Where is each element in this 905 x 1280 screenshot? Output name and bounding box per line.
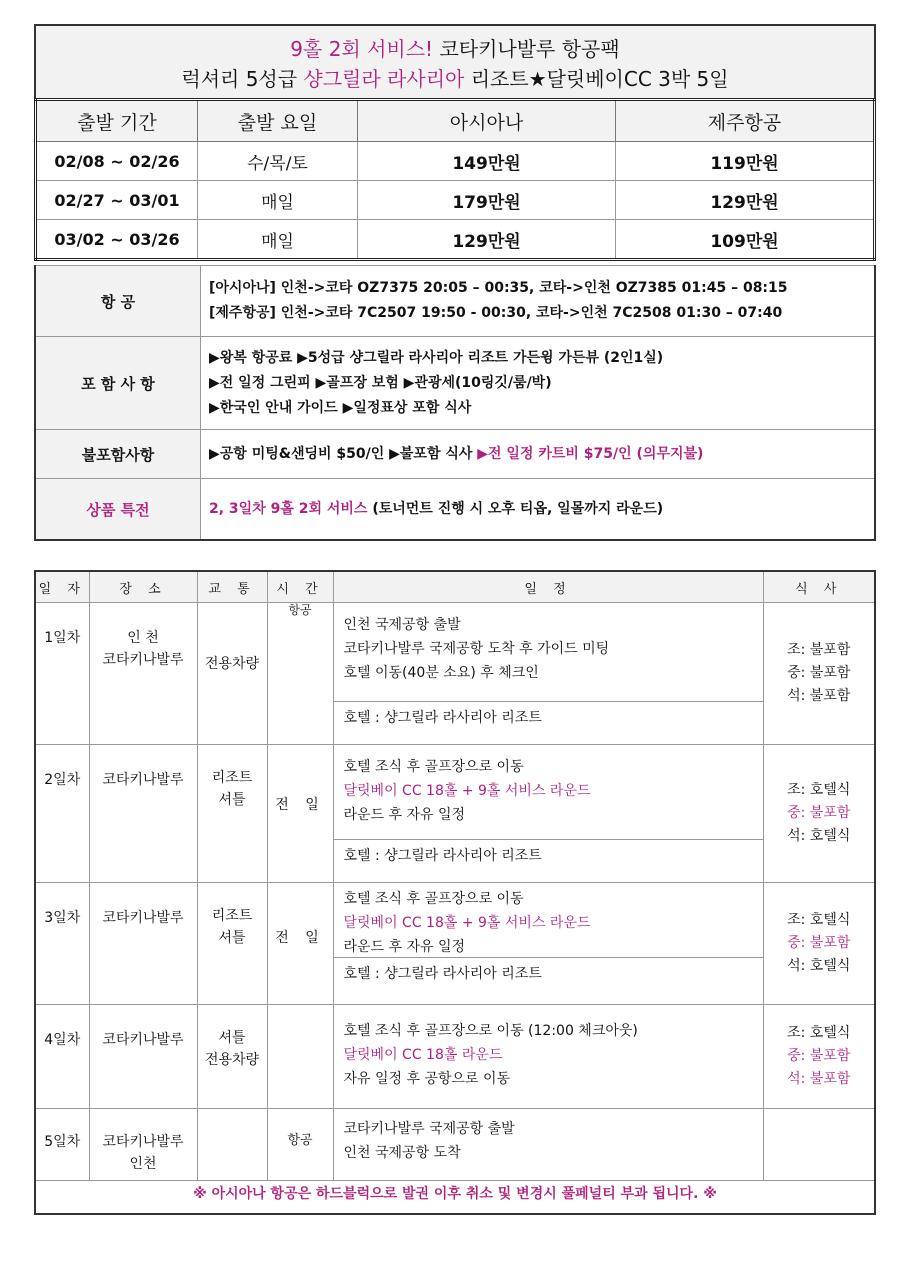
departure-period: 02/08 ~ 02/26 — [36, 142, 198, 181]
include-label: 포 함 사 항 — [35, 337, 201, 430]
price-header: 출발 요일 — [198, 100, 358, 142]
place-cell: 코타키나발루 — [89, 745, 197, 883]
special-label: 상품 특전 — [35, 479, 201, 541]
time-cell: 항공 — [267, 1109, 333, 1181]
day-label: 5일차 — [35, 1109, 89, 1181]
title-highlight: 9홀 2회 서비스! — [290, 37, 434, 61]
title-banner — [34, 24, 876, 98]
departure-days: 매일 — [198, 220, 358, 260]
itinerary-row — [35, 1005, 875, 1109]
asiana-price: 179만원 — [358, 181, 616, 220]
plan-cell: 호텔 조식 후 골프장으로 이동 (12:00 체크아웃) 달릿베이 CC 18홀 라운드 자유 일정 후 공항으로 이동 — [333, 1005, 763, 1109]
hotel-info: 호텔 : 샹그릴라 라사리아 리조트 — [334, 701, 763, 734]
special-details: 2, 3일차 9홀 2회 서비스 (토너먼트 진행 시 오후 티옵, 일몰까지 라운드) — [201, 479, 876, 541]
day-label: 4일차 — [35, 1005, 89, 1109]
transport-cell: 리조트 셔틀 — [197, 883, 267, 1005]
plan-cell: 호텔 조식 후 골프장으로 이동 달릿베이 CC 18홀 + 9홀 서비스 라운드 라운드 후 자유 일정 호텔 : 샹그릴라 라사리아 리조트 — [333, 883, 763, 1005]
col-header: 식 사 — [763, 571, 875, 603]
time-cell: 항공 — [267, 603, 333, 745]
itinerary-row — [35, 1109, 875, 1181]
jeju-price: 109만원 — [616, 220, 875, 260]
meal-cell — [763, 1109, 875, 1181]
itinerary-row — [35, 883, 875, 1005]
day-label: 2일차 — [35, 745, 89, 883]
plan-cell: 호텔 조식 후 골프장으로 이동 달릿베이 CC 18홀 + 9홀 서비스 라운드 라운드 후 자유 일정 호텔 : 샹그릴라 라사리아 리조트 — [333, 745, 763, 883]
place-cell: 인 천 코타키나발루 — [89, 603, 197, 745]
meal-cell: 조: 호텔식 중: 불포함 석: 호텔식 — [763, 883, 875, 1005]
price-header: 아시아나 — [358, 100, 616, 142]
include-row — [35, 337, 875, 430]
col-header: 장 소 — [89, 571, 197, 603]
price-row — [36, 181, 875, 220]
flight-details: [아시아나] 인천->코타 OZ7375 20:05 – 00:35, 코타->인천 OZ7385 01:45 – 08:15 [제주항공] 인천->코타 7C2507 19:50 - 00:30, 코타->인천 7C2508 01:30 – 07:40 — [201, 266, 876, 337]
transport-cell — [197, 1109, 267, 1181]
footer-row — [35, 1181, 875, 1215]
jeju-price: 119만원 — [616, 142, 875, 181]
price-header: 출발 기간 — [36, 100, 198, 142]
day-label: 1일차 — [35, 603, 89, 745]
asiana-price: 149만원 — [358, 142, 616, 181]
price-row — [36, 142, 875, 181]
cancellation-note: ※ 아시아나 항공은 하드블럭으로 발권 이후 취소 및 변경시 풀페널티 부과 됩니다. ※ — [193, 1186, 717, 1202]
info-table — [34, 265, 876, 541]
price-header: 제주항공 — [616, 100, 875, 142]
col-header: 교 통 — [197, 571, 267, 603]
exclude-details: ▶공항 미팅&샌딩비 $50/인 ▶불포함 식사 ▶전 일정 카트비 $75/인 (의무지불) — [201, 430, 876, 479]
col-header: 시 간 — [267, 571, 333, 603]
place-cell: 코타키나발루 — [89, 883, 197, 1005]
departure-days: 매일 — [198, 181, 358, 220]
hotel-info: 호텔 : 샹그릴라 라사리아 리조트 — [334, 839, 763, 872]
exclude-row — [35, 430, 875, 479]
time-cell: 전 일 — [267, 883, 333, 1005]
transport-cell: 전용차량 — [197, 603, 267, 745]
itinerary-row — [35, 745, 875, 883]
place-cell: 코타키나발루 인천 — [89, 1109, 197, 1181]
departure-period: 03/02 ~ 03/26 — [36, 220, 198, 260]
flight-label: 항 공 — [35, 266, 201, 337]
special-row — [35, 479, 875, 541]
transport-cell: 리조트 셔틀 — [197, 745, 267, 883]
exclude-label: 불포함사항 — [35, 430, 201, 479]
time-cell — [267, 1005, 333, 1109]
jeju-price: 129만원 — [616, 181, 875, 220]
transport-cell: 셔틀 전용차량 — [197, 1005, 267, 1109]
price-header-row — [36, 100, 875, 142]
departure-period: 02/27 ~ 03/01 — [36, 181, 198, 220]
meal-cell: 조: 호텔식 중: 불포함 석: 불포함 — [763, 1005, 875, 1109]
col-header: 일 자 — [35, 571, 89, 603]
time-cell: 전 일 — [267, 745, 333, 883]
place-cell: 코타키나발루 — [89, 1005, 197, 1109]
itinerary-row — [35, 603, 875, 745]
title-line-2: 럭셔리 5성급 샹그릴라 라사리아 리조트★달릿베이CC 3박 5일 — [181, 67, 729, 91]
departure-days: 수/목/토 — [198, 142, 358, 181]
plan-cell: 코타키나발루 국제공항 출발 인천 국제공항 도착 — [333, 1109, 763, 1181]
price-table — [34, 98, 876, 261]
itinerary-header-row — [35, 571, 875, 603]
itinerary-table — [34, 570, 876, 1215]
price-row — [36, 220, 875, 260]
col-header: 일 정 — [333, 571, 763, 603]
flight-row — [35, 266, 875, 337]
meal-cell: 조: 불포함 중: 불포함 석: 불포함 — [763, 603, 875, 745]
asiana-price: 129만원 — [358, 220, 616, 260]
day-label: 3일차 — [35, 883, 89, 1005]
meal-cell: 조: 호텔식 중: 불포함 석: 호텔식 — [763, 745, 875, 883]
title-line-1: 9홀 2회 서비스! 코타키나발루 항공팩 — [290, 37, 620, 61]
include-details: ▶왕복 항공료 ▶5성급 샹그릴라 라사리아 리조트 가든윙 가든뷰 (2인1실) ▶전 일정 그린피 ▶골프장 보험 ▶관광세(10링깃/룸/박) ▶한국인 안내 가이드 ▶일정표상 포함 식사 — [201, 337, 876, 430]
hotel-info: 호텔 : 샹그릴라 라사리아 리조트 — [334, 957, 763, 990]
plan-cell: 인천 국제공항 출발 코타키나발루 국제공항 도착 후 가이드 미팅 호텔 이동(40분 소요) 후 체크인 호텔 : 샹그릴라 라사리아 리조트 — [333, 603, 763, 745]
